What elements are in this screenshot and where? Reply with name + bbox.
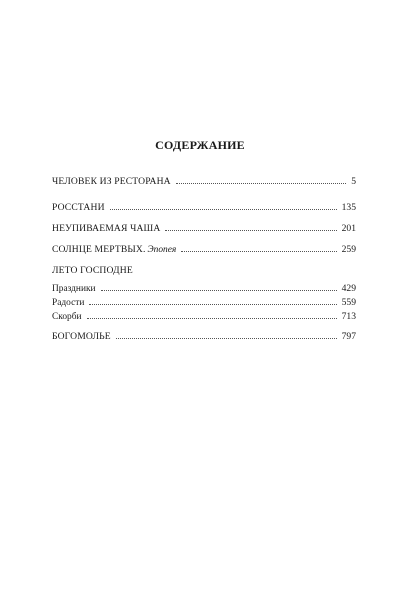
dot-leader: [101, 290, 337, 291]
dot-leader: [116, 338, 337, 339]
toc-entry: [52, 175, 356, 189]
dot-leader: [165, 230, 336, 231]
toc-subentry: [52, 282, 356, 296]
toc-page-number: 429: [341, 283, 356, 294]
toc-section-title: ЛЕТО ГОСПОДНЕ: [52, 265, 133, 276]
toc-page-number: 135: [341, 202, 356, 213]
toc-entry-title: РОССТАНИ: [52, 202, 105, 213]
toc-entry: [52, 201, 356, 215]
dot-leader: [176, 183, 346, 184]
toc-entry-title: ЧЕЛОВЕК ИЗ РЕСТОРАНА: [52, 176, 171, 187]
dot-leader: [181, 251, 336, 252]
toc-entry: [52, 243, 356, 257]
toc-entry-title: СОЛНЦЕ МЕРТВЫХ.: [52, 244, 146, 255]
toc-page-number: 713: [341, 311, 356, 322]
toc-subentry-title: Скорби: [52, 312, 82, 322]
toc-entry-title: НЕУПИВАЕМАЯ ЧАША: [52, 223, 161, 234]
dot-leader: [89, 304, 336, 305]
toc-subentry-title: Радости: [52, 298, 85, 308]
toc-subentry-title: Праздники: [52, 284, 96, 294]
toc-entry-genre: Эпопея: [147, 245, 177, 255]
toc-page-number: 201: [341, 223, 356, 234]
toc-entry-title: БОГОМОЛЬЕ: [52, 331, 111, 342]
toc-entry: [52, 222, 356, 236]
toc-page-number: 797: [341, 331, 356, 342]
toc-page-number: 5: [351, 176, 356, 187]
dot-leader: [87, 318, 337, 319]
toc-subentry: [52, 296, 356, 310]
toc-page-number: 259: [341, 244, 356, 255]
dot-leader: [110, 209, 337, 210]
toc-entry: [52, 330, 356, 344]
toc-subentry: [52, 310, 356, 324]
toc-page-number: 559: [341, 297, 356, 308]
contents-heading: СОДЕРЖАНИЕ: [155, 138, 245, 152]
